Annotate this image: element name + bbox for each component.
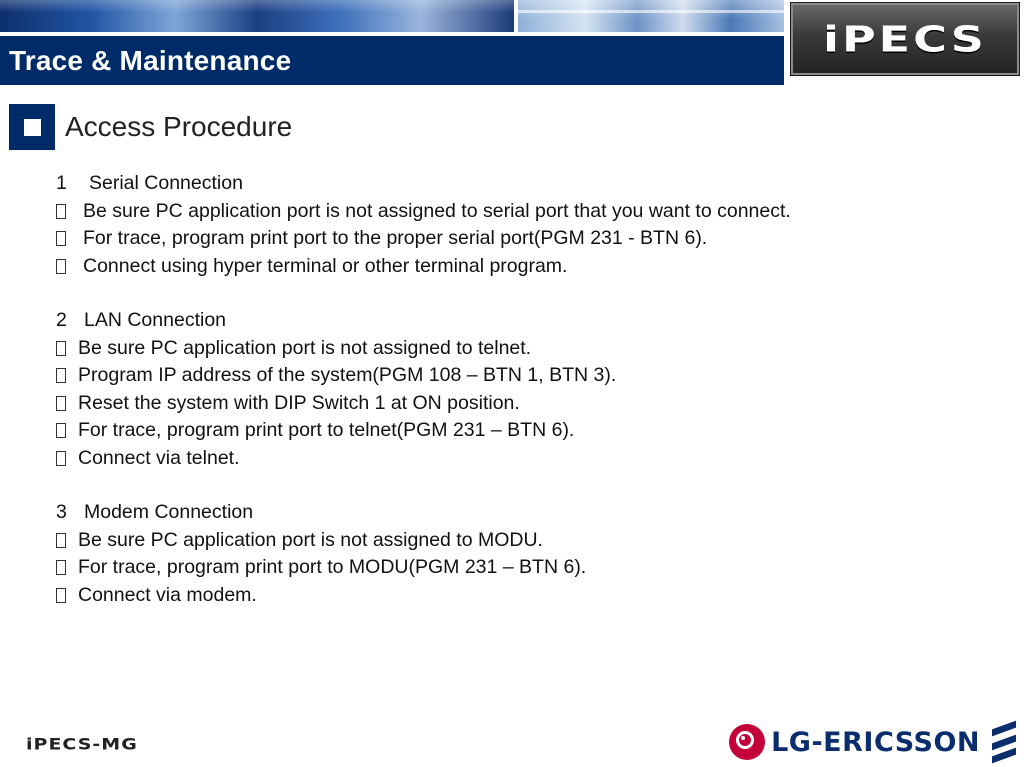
group-title-text: Modem Connection (84, 501, 254, 523)
box-bullet-icon (56, 588, 66, 603)
procedure-group-modem (56, 499, 956, 609)
list-item-text: Program IP address of the system(PGM 108 – BTN 1, BTN 3). (78, 364, 617, 386)
square-bullet-icon (9, 104, 55, 150)
page-title: Trace & Maintenance (9, 44, 292, 76)
section-title: Access Procedure (65, 111, 293, 142)
title-bar (0, 36, 784, 85)
box-bullet-icon (56, 533, 66, 548)
procedure-group-serial (56, 170, 956, 280)
list-item-text: Connect via modem. (78, 583, 257, 606)
list-item-text: For trace, program print port to MODU(PGM 231 – BTN 6). (78, 556, 587, 578)
box-bullet-icon (56, 560, 66, 575)
list-item (56, 335, 956, 363)
list-item (56, 445, 956, 473)
group-title-text: LAN Connection (84, 309, 227, 331)
list-item (56, 362, 956, 390)
list-item (56, 554, 956, 582)
brand-text: LG-ERICSSON (771, 726, 980, 758)
list-item-text: Be sure PC application port is not assigned to MODU. (78, 528, 543, 551)
procedure-group-lan (56, 307, 956, 472)
box-bullet-icon (56, 368, 66, 383)
box-bullet-icon (56, 204, 66, 219)
box-bullet-icon (56, 423, 66, 438)
list-item-text: Be sure PC application port is not assigned to telnet. (78, 336, 532, 359)
group-title (56, 307, 956, 335)
box-bullet-icon (56, 231, 66, 246)
list-item (56, 582, 956, 610)
list-item-text: For trace, program print port to telnet(PGM 231 – BTN 6). (78, 419, 575, 441)
list-item (56, 225, 956, 253)
group-number: 1 (56, 172, 67, 194)
procedure-list (56, 170, 956, 636)
ipecs-logo (790, 2, 1020, 76)
list-item-text: Be sure PC application port is not assigned to serial port that you want to connect. (83, 199, 791, 222)
box-bullet-icon (56, 451, 66, 466)
header-banner-image-left (0, 0, 514, 32)
group-title (56, 499, 956, 527)
box-bullet-icon (56, 259, 66, 274)
group-title (56, 170, 956, 198)
ipecs-mg-logo: iPECS-MG (26, 735, 138, 754)
slide-header (0, 0, 1024, 86)
group-title-text: Serial Connection (89, 172, 243, 194)
list-item (56, 198, 956, 226)
list-item-text: Connect using hyper terminal or other terminal program. (83, 254, 568, 277)
group-number: 3 (56, 501, 67, 523)
section-heading (9, 104, 292, 150)
ericsson-stripes-icon (992, 725, 1016, 759)
ipecs-logo-text: iPECS (823, 17, 987, 61)
list-item (56, 253, 956, 281)
box-bullet-icon (56, 396, 66, 411)
list-item (56, 527, 956, 555)
group-number: 2 (56, 309, 67, 331)
lg-ericsson-logo (729, 720, 1016, 764)
box-bullet-icon (56, 341, 66, 356)
header-banner-image-right (518, 0, 784, 32)
list-item-text: Connect via telnet. (78, 446, 240, 469)
list-item (56, 390, 956, 418)
lg-face-icon (729, 724, 765, 760)
list-item (56, 417, 956, 445)
list-item-text: For trace, program print port to the proper serial port(PGM 231 - BTN 6). (83, 227, 708, 249)
list-item-text: Reset the system with DIP Switch 1 at ON position. (78, 391, 520, 414)
